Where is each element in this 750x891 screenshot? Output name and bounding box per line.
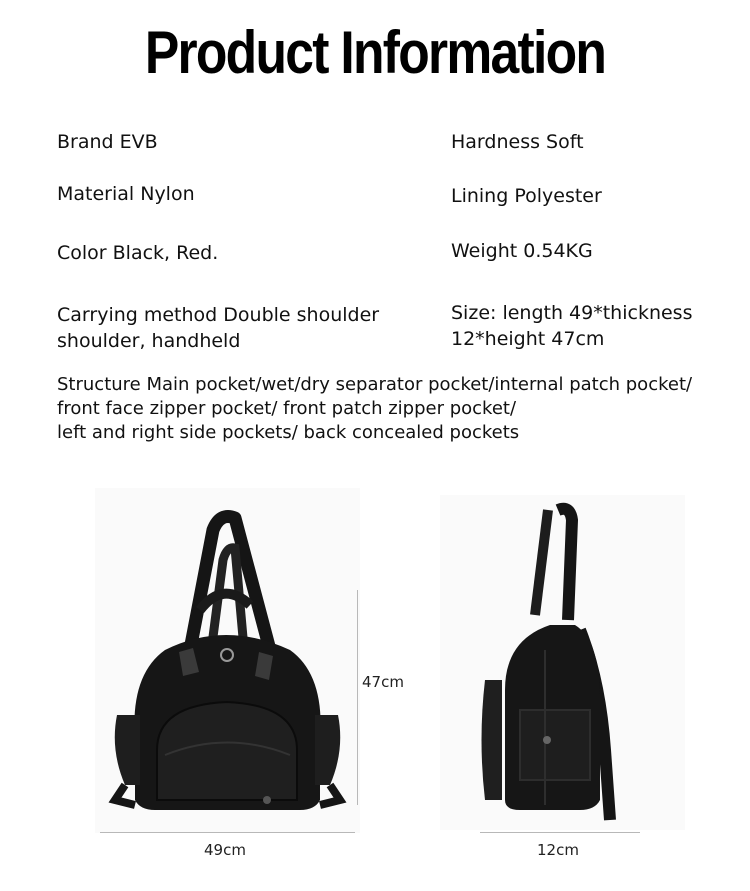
height-dimension-label: 47cm	[362, 673, 404, 691]
spec-color: Color Black, Red.	[57, 242, 219, 264]
spec-material: Material Nylon	[57, 183, 195, 205]
bag-front-photo	[95, 500, 360, 830]
structure-line: Structure Main pocket/wet/dry separator pocket/internal patch pocket/	[57, 374, 693, 395]
thickness-dimension-line	[480, 832, 640, 833]
spec-carrying-line2: shoulder, handheld	[57, 330, 241, 352]
width-dimension-label: 49cm	[204, 841, 246, 859]
spec-hardness: Hardness Soft	[451, 131, 584, 153]
spec-size	[451, 300, 692, 352]
spec-weight: Weight 0.54KG	[451, 240, 593, 262]
spec-brand: Brand EVB	[57, 131, 158, 153]
thickness-dimension-label: 12cm	[537, 841, 579, 859]
structure-line: front face zipper pocket/ front patch zipper pocket/	[57, 398, 517, 419]
spec-carrying-method	[57, 302, 379, 354]
width-dimension-line	[100, 832, 355, 833]
spec-carrying-line1: Carrying method Double shoulder	[57, 304, 380, 326]
height-dimension-line	[357, 590, 358, 805]
bag-side-photo	[440, 500, 685, 830]
spec-size-line2: 12*height 47cm	[451, 328, 605, 350]
spec-lining: Lining Polyester	[451, 185, 602, 207]
spec-structure	[57, 373, 692, 445]
structure-line: left and right side pockets/ back concealed pockets	[57, 422, 520, 443]
page-title: Product Information	[144, 19, 606, 86]
spec-size-line1: Size: length 49*thickness	[451, 302, 693, 324]
